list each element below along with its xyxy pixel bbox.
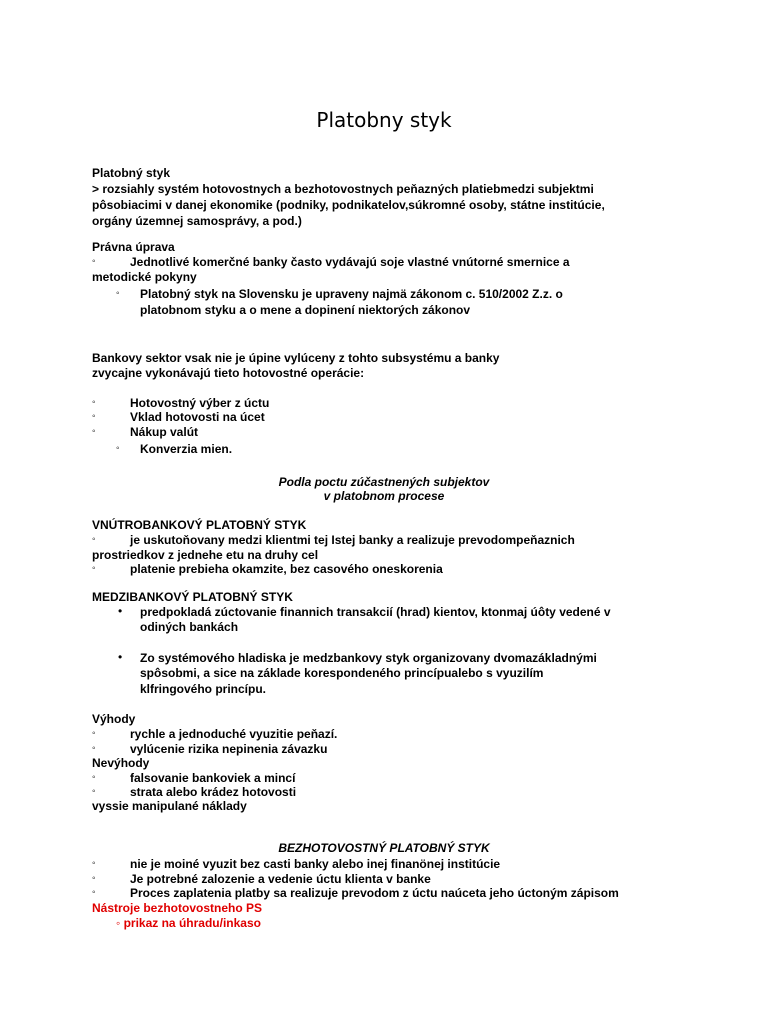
- intro-line: > rozsiahly systém hotovostnych a bezhotovostnych peňazných platiebmedzi subjektmi: [92, 182, 594, 196]
- medzi-item: spôsobmi, a sice na základe korespondeného princípualebo s vyuzilím: [140, 666, 544, 680]
- bezhot-heading: BEZHOTOVOSTNÝ PLATOBNÝ STYK: [278, 841, 490, 855]
- vnutro-item: platenie prebieha okamzite, bez casového oneskorenia: [130, 562, 443, 576]
- medzi-item: klfringového princípu.: [140, 682, 267, 696]
- nevyhody-heading: Nevýhody: [92, 756, 150, 770]
- medzi-item: odiných bankách: [140, 620, 239, 634]
- medzi-item: Zo systémového hladiska je medzbankovy styk organizovany dvomazákladnými: [140, 651, 597, 665]
- subtitle-line: v platobnom procese: [323, 489, 445, 503]
- filled-bullet-icon: •: [118, 650, 123, 664]
- hollow-bullet-icon: ◦: [116, 443, 120, 454]
- vyhody-item: vylúcenie rizika nepinenia závazku: [130, 742, 328, 756]
- medzi-heading: MEDZIBANKOVÝ PLATOBNÝ STYK: [92, 590, 293, 604]
- hollow-bullet-icon: ◦: [92, 426, 96, 437]
- bankovy-line: zvycajne vykonávajú tieto hotovostné operácie:: [92, 366, 365, 380]
- hollow-bullet-icon: ◦: [92, 887, 96, 898]
- bankovy-item: Nákup valút: [130, 425, 199, 439]
- vyhody-heading: Výhody: [92, 712, 136, 726]
- hollow-bullet-icon: ◦: [92, 397, 96, 408]
- hollow-bullet-icon: ◦: [92, 411, 96, 422]
- pravna-item: Jednotlivé komerčné banky často vydávajú soje vlastné vnútorné smernice a: [130, 255, 570, 269]
- bezhot-item: Proces zaplatenia platby sa realizuje prevodom z úctu naúceta jeho úctoným zápisom: [130, 886, 619, 900]
- filled-bullet-icon: •: [118, 604, 123, 618]
- pravna-item: metodické pokyny: [92, 270, 197, 284]
- pravna-heading: Právna úprava: [92, 240, 175, 254]
- nevyhody-item: falsovanie bankoviek a mincí: [130, 771, 296, 785]
- pravna-item: platobnom styku a o mene a dopinení niektorých zákonov: [140, 303, 471, 317]
- subtitle-line: Podla poctu zúčastnených subjektov: [278, 475, 490, 489]
- medzi-item: predpokladá zúctovanie finannich transakcií (hrad) kientov, ktonmaj úôty vedené v: [140, 605, 611, 619]
- hollow-bullet-icon: ◦: [92, 873, 96, 884]
- vnutro-item: je uskutoňovany medzi klientmi tej Istej banky a realizuje prevodompeňaznich: [130, 533, 575, 547]
- hollow-bullet-icon: ◦: [92, 728, 96, 739]
- bezhot-item: nie je moiné vyuzit bez casti banky alebo inej finanönej institúcie: [130, 857, 501, 871]
- intro-line: pôsobiacimi v danej ekonomike (podniky, podnikatelov,súkromné osoby, státne institúcie,: [92, 198, 605, 212]
- nastroje-heading: Nástroje bezhotovostneho PS: [92, 901, 263, 915]
- hollow-bullet-icon: ◦: [92, 256, 96, 267]
- page-title: Platobny styk: [316, 108, 452, 132]
- hollow-bullet-icon: ◦: [92, 563, 96, 574]
- hollow-bullet-icon: ◦: [92, 534, 96, 545]
- vnutro-heading: VNÚTROBANKOVÝ PLATOBNÝ STYK: [92, 518, 307, 532]
- bezhot-item: Je potrebné zalozenie a vedenie úctu klienta v banke: [130, 872, 431, 886]
- nevyhody-item: strata alebo krádez hotovosti: [130, 785, 297, 799]
- vnutro-item: prostriedkov z jednehe etu na druhy cel: [92, 548, 319, 562]
- bankovy-item: Vklad hotovosti na úcet: [130, 410, 265, 424]
- hollow-bullet-icon: ◦: [92, 786, 96, 797]
- hollow-bullet-icon: ◦: [92, 858, 96, 869]
- bankovy-item: Konverzia mien.: [140, 442, 233, 456]
- bankovy-line: Bankovy sektor vsak nie je úpine vylúceny z tohto subsystému a banky: [92, 351, 500, 365]
- intro-heading: Platobný styk: [92, 166, 171, 180]
- vyhody-item: rychle a jednoduché vyuzitie peňazí.: [130, 727, 338, 741]
- nevyhody-tail: vyssie manipulané náklady: [92, 799, 247, 813]
- nastroje-item: ◦ prikaz na úhradu/inkaso: [116, 916, 261, 930]
- hollow-bullet-icon: ◦: [92, 772, 96, 783]
- intro-line: orgány územnej samosprávy, a pod.): [92, 214, 302, 228]
- hollow-bullet-icon: ◦: [92, 743, 96, 754]
- hollow-bullet-icon: ◦: [116, 288, 120, 299]
- bankovy-item: Hotovostný výber z úctu: [130, 396, 270, 410]
- pravna-item: Platobný styk na Slovensku je upraveny najmä zákonom c. 510/2002 Z.z. o: [140, 287, 563, 301]
